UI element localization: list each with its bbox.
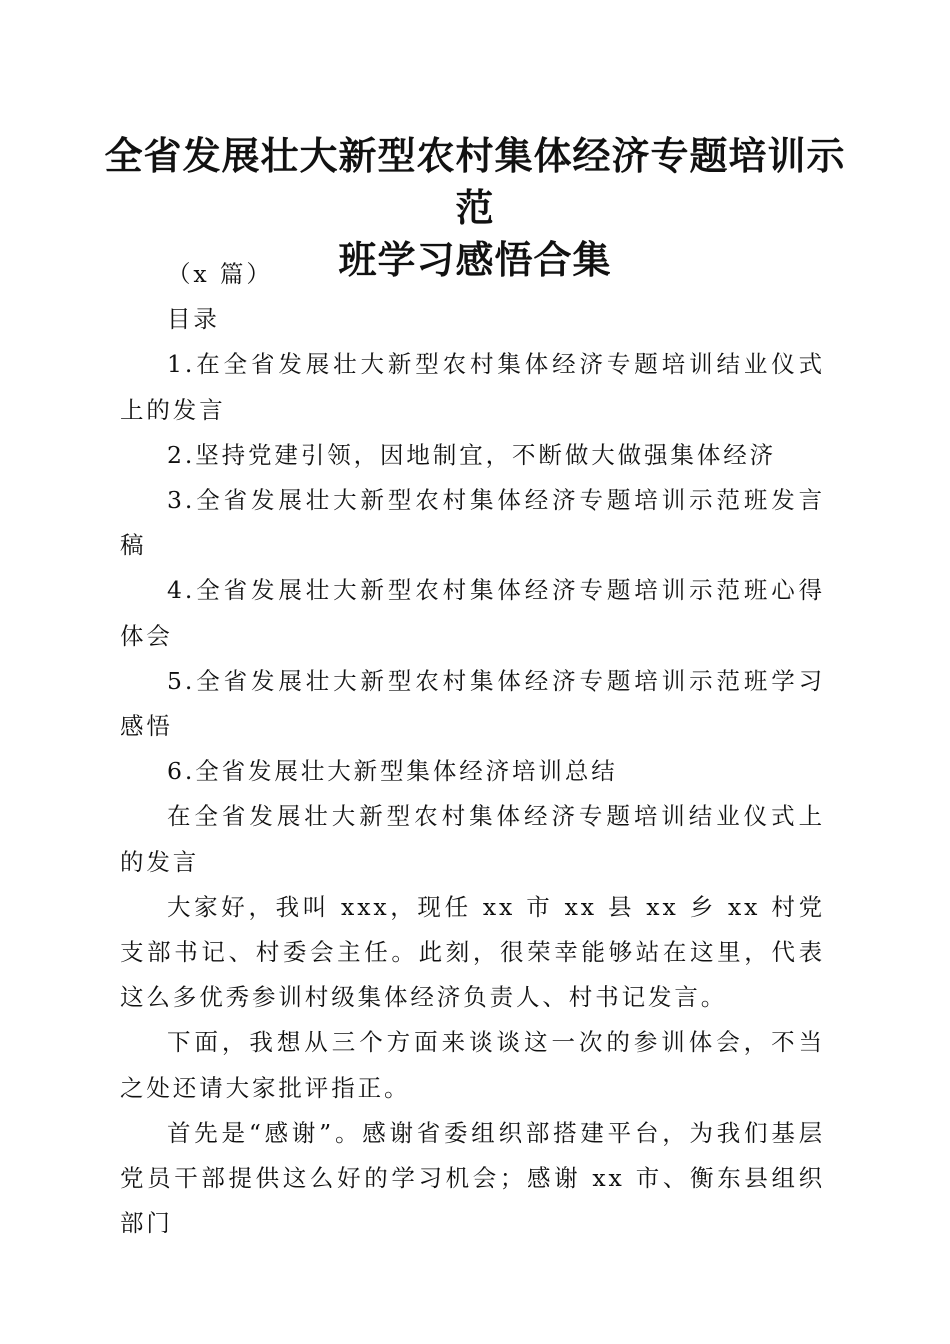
document-body xyxy=(120,252,825,1246)
toc-heading: 目录 xyxy=(167,305,220,334)
title-line-1: 全省发展壮大新型农村集体经济专题培训示范 xyxy=(104,133,846,230)
toc-item: 6.全省发展壮大新型集体经济培训总结 xyxy=(167,757,618,786)
body-paragraph: 下面，我想从三个方面来谈谈这一次的参训体会，不当之处还请大家批评指正。 xyxy=(120,1028,825,1102)
toc-item: 2.坚持党建引领，因地制宜，不断做大做强集体经济 xyxy=(167,440,777,469)
article-title: 在全省发展壮大新型农村集体经济专题培训结业仪式上的发言 xyxy=(120,802,825,876)
body-paragraph: 首先是“感谢”。感谢省委组织部搭建平台，为我们基层党员干部提供这么好的学习机会；感谢 xx 市、衡东县组织部门 xyxy=(120,1118,825,1238)
toc-item: 1.在全省发展壮大新型农村集体经济专题培训结业仪式上的发言 xyxy=(120,350,825,424)
count-note: （x 篇） xyxy=(167,260,273,288)
body-paragraph: 大家好，我叫 xxx，现任 xx 市 xx 县 xx 乡 xx 村党支部书记、村委会主任。此刻，很荣幸能够站在这里，代表这么多优秀参训村级集体经济负责人、村书记发言。 xyxy=(120,892,825,1012)
toc-item: 4.全省发展壮大新型农村集体经济专题培训示范班心得体会 xyxy=(120,576,825,650)
title-line-2: 班学习感悟合集 xyxy=(338,237,612,282)
toc-item: 5.全省发展壮大新型农村集体经济专题培训示范班学习感悟 xyxy=(120,666,825,741)
toc-item: 3.全省发展壮大新型农村集体经济专题培训示范班发言稿 xyxy=(120,486,825,560)
